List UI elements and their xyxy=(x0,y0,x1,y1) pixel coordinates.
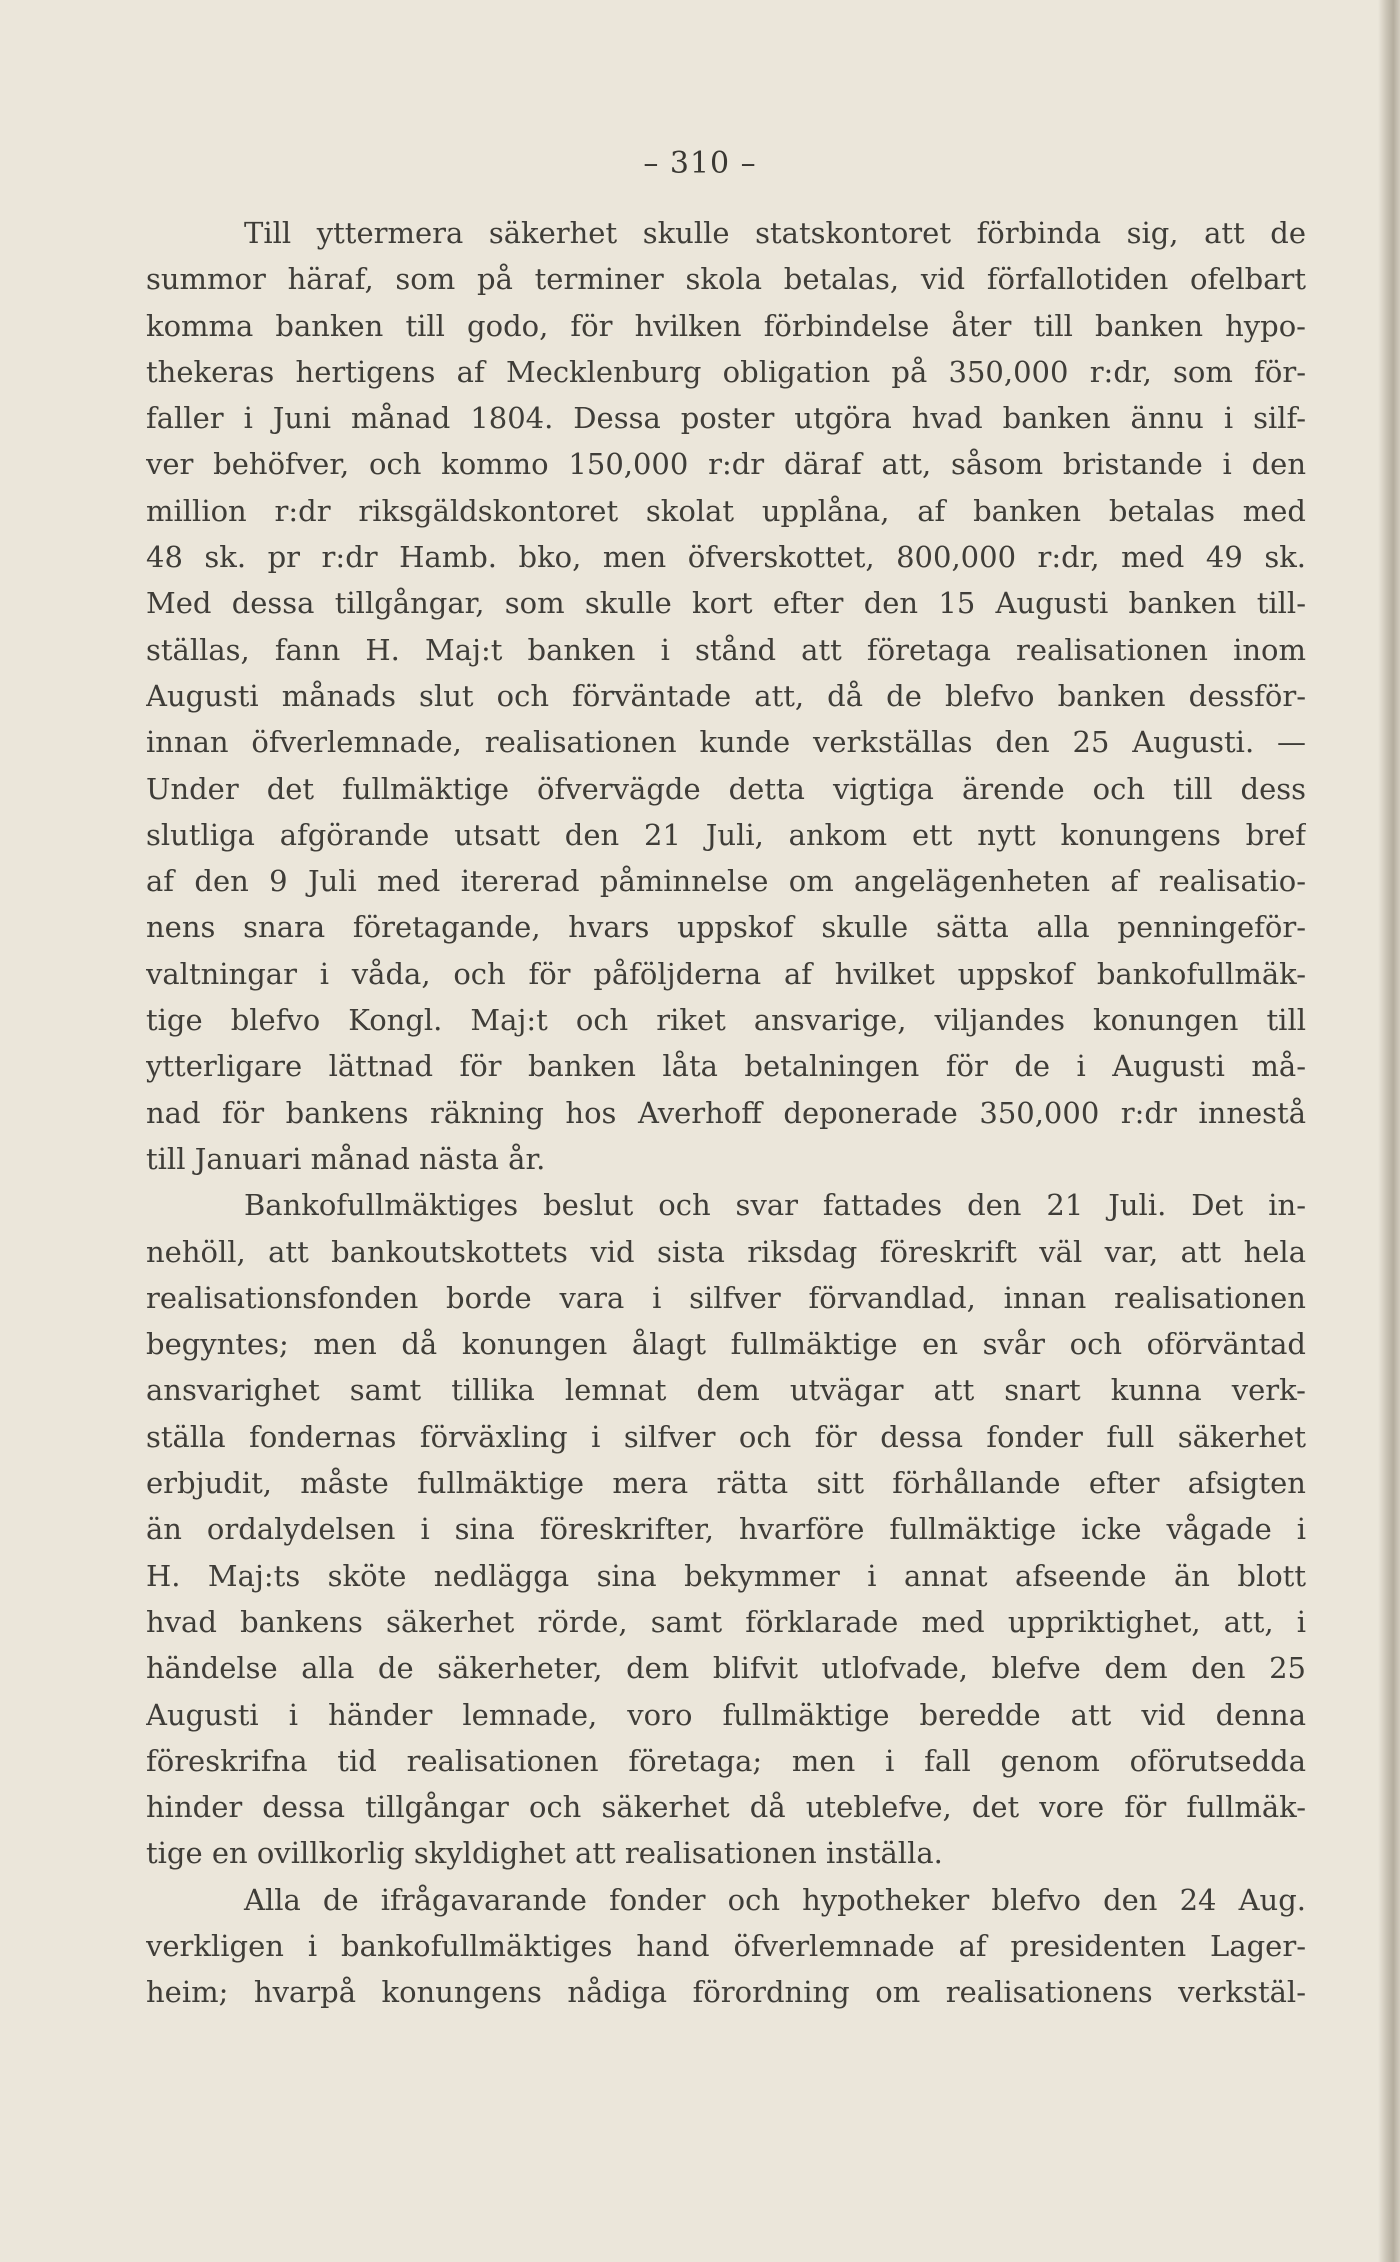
paragraph-1-line: komma banken till godo, för hvilken förbindelse åter till banken hypo- xyxy=(146,308,1306,343)
paragraph-1-line: million r:dr riksgäldskontoret skolat upplåna, af banken betalas med xyxy=(146,493,1306,528)
paragraph-2-line: ansvarighet samt tillika lemnat dem utvägar att snart kunna verk- xyxy=(146,1373,1306,1408)
paragraph-1-line: valtningar i våda, och för påföljderna af hvilket uppskof bankofullmäk- xyxy=(146,956,1306,991)
paragraph-3-line: heim; hvarpå konungens nådiga förordning om realisationens verkstäl- xyxy=(146,1975,1306,2010)
paragraph-2-line: H. Maj:ts sköte nedlägga sina bekymmer i annat afseende än blott xyxy=(146,1558,1306,1593)
paragraph-1-line: Till yttermera säkerhet skulle statskontoret förbinda sig, att de xyxy=(244,216,1306,250)
paragraph-1-line: thekeras hertigens af Mecklenburg obligation på 350,000 r:dr, som för- xyxy=(146,354,1306,389)
paragraph-2-line: händelse alla de säkerheter, dem blifvit utlofvade, blefve dem den 25 xyxy=(146,1651,1306,1686)
paragraph-2-line: Augusti i händer lemnade, voro fullmäktige beredde att vid denna xyxy=(146,1697,1306,1732)
paragraph-1-line: ställas, fann H. Maj:t banken i stånd att företaga realisationen inom xyxy=(146,632,1306,667)
paragraph-2-line: tige en ovillkorlig skyldighet att realisationen inställa. xyxy=(146,1836,943,1871)
paragraph-1-line: ytterligare lättnad för banken låta betalningen för de i Augusti må- xyxy=(146,1049,1306,1084)
paragraph-2-line: hvad bankens säkerhet rörde, samt förklarade med uppriktighet, att, i xyxy=(146,1604,1306,1639)
paragraph-2-line: ställa fondernas förväxling i silfver och för dessa fonder full säkerhet xyxy=(146,1419,1306,1454)
paragraph-3-line: verkligen i bankofullmäktiges hand öfverlemnade af presidenten Lager- xyxy=(146,1928,1306,1963)
paragraph-2-line: hinder dessa tillgångar och säkerhet då uteblefve, det vore för fullmäk- xyxy=(146,1790,1306,1825)
paragraph-1-line: faller i Juni månad 1804. Dessa poster utgöra hvad banken ännu i silf- xyxy=(146,401,1306,436)
body-text xyxy=(146,210,1306,2016)
paragraph-2-line: realisationsfonden borde vara i silfver förvandlad, innan realisationen xyxy=(146,1280,1306,1315)
paragraph-1-line: Under det fullmäktige öfvervägde detta vigtiga ärende och till dess xyxy=(146,771,1306,806)
paragraph-2-line: föreskrifna tid realisationen företaga; men i fall genom oförutsedda xyxy=(146,1743,1306,1778)
paragraph-2-line: än ordalydelsen i sina föreskrifter, hvarföre fullmäktige icke vågade i xyxy=(146,1512,1306,1547)
paragraph-1-line: till Januari månad nästa år. xyxy=(146,1141,546,1176)
paragraph-2-line: nehöll, att bankoutskottets vid sista riksdag föreskrift väl var, att hela xyxy=(146,1234,1306,1269)
paragraph-2-line: begyntes; men då konungen ålagt fullmäktige en svår och oförväntad xyxy=(146,1327,1306,1362)
paragraph-1-line: tige blefvo Kongl. Maj:t och riket ansvarige, viljandes konungen till xyxy=(146,1003,1306,1038)
paragraph-3-line: Alla de ifrågavarande fonder och hypotheker blefvo den 24 Aug. xyxy=(244,1882,1306,1917)
paragraph-1-line: Augusti månads slut och förväntade att, då de blefvo banken dessför- xyxy=(146,678,1306,713)
page-edge xyxy=(1378,0,1400,2262)
paragraph-2-line: erbjudit, måste fullmäktige mera rätta sitt förhållande efter afsigten xyxy=(146,1466,1306,1501)
paragraph-1-line: slutliga afgörande utsatt den 21 Juli, ankom ett nytt konungens bref xyxy=(146,817,1306,852)
paragraph-2-line: Bankofullmäktiges beslut och svar fattades den 21 Juli. Det in- xyxy=(244,1188,1306,1223)
page-number: – 310 – xyxy=(643,146,757,181)
paragraph-1-line: nad för bankens räkning hos Averhoff deponerade 350,000 r:dr innestå xyxy=(146,1095,1306,1130)
paragraph-1-line: Med dessa tillgångar, som skulle kort efter den 15 Augusti banken till- xyxy=(146,586,1306,621)
paragraph-1-line: 48 sk. pr r:dr Hamb. bko, men öfverskottet, 800,000 r:dr, med 49 sk. xyxy=(146,540,1306,575)
paragraph-1-line: nens snara företagande, hvars uppskof skulle sätta alla penningeför- xyxy=(146,910,1306,945)
paragraph-1-line: summor häraf, som på terminer skola betalas, vid förfallotiden ofelbart xyxy=(146,262,1306,297)
paragraph-1-line: innan öfverlemnade, realisationen kunde verkställas den 25 Augusti. — xyxy=(146,725,1306,760)
paragraph-1-line: af den 9 Juli med itererad påminnelse om angelägenheten af realisatio- xyxy=(146,864,1306,899)
paragraph-1-line: ver behöfver, och kommo 150,000 r:dr däraf att, såsom bristande i den xyxy=(146,447,1306,482)
